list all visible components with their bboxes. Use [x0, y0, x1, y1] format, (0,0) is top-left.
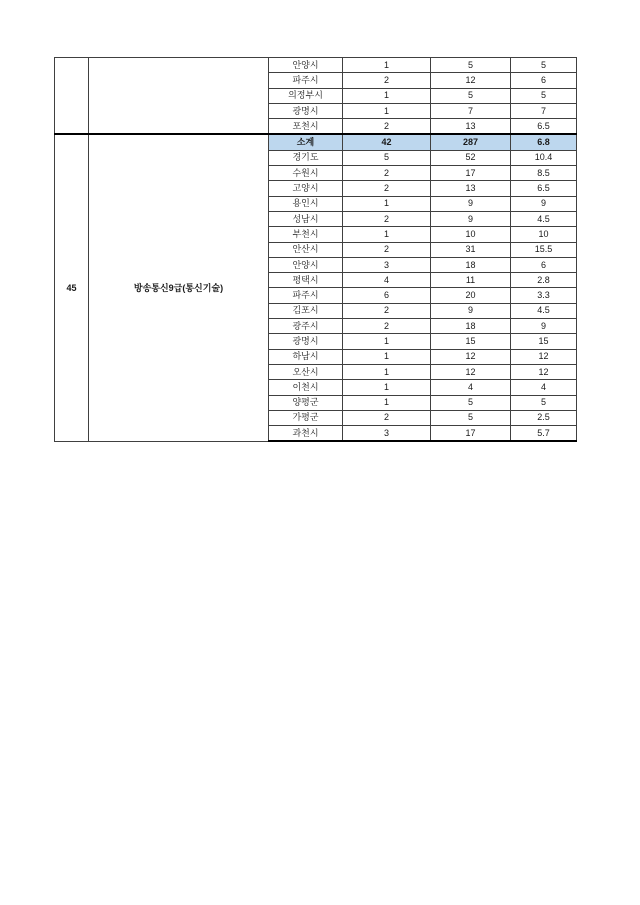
value-cell: 15 [511, 334, 577, 349]
value-cell: 20 [431, 288, 511, 303]
region-cell: 가평군 [269, 410, 343, 425]
value-cell: 287 [431, 134, 511, 150]
value-cell: 5.7 [511, 426, 577, 442]
value-cell: 6.5 [511, 181, 577, 196]
table-body [55, 58, 577, 442]
region-cell: 안양시 [269, 257, 343, 272]
region-cell: 광주시 [269, 319, 343, 334]
value-cell: 3 [343, 426, 431, 442]
value-cell: 5 [431, 410, 511, 425]
region-cell: 소계 [269, 134, 343, 150]
value-cell: 6.8 [511, 134, 577, 150]
region-cell: 성남시 [269, 211, 343, 226]
value-cell: 15 [431, 334, 511, 349]
value-cell: 5 [431, 395, 511, 410]
table-row [55, 58, 577, 73]
value-cell: 2 [343, 181, 431, 196]
value-cell: 6 [511, 257, 577, 272]
value-cell: 31 [431, 242, 511, 257]
region-cell: 부천시 [269, 227, 343, 242]
value-cell: 2 [343, 410, 431, 425]
value-cell: 12 [431, 349, 511, 364]
region-cell: 과천시 [269, 426, 343, 442]
region-cell: 광명시 [269, 334, 343, 349]
value-cell: 2 [343, 211, 431, 226]
value-cell: 17 [431, 426, 511, 442]
value-cell: 6 [343, 288, 431, 303]
value-cell: 4 [511, 380, 577, 395]
region-cell: 오산시 [269, 364, 343, 379]
value-cell: 18 [431, 257, 511, 272]
value-cell: 1 [343, 349, 431, 364]
group-number-cell: 45 [55, 134, 89, 441]
region-cell: 수원시 [269, 166, 343, 181]
value-cell: 5 [431, 58, 511, 73]
value-cell: 11 [431, 273, 511, 288]
value-cell: 1 [343, 334, 431, 349]
value-cell: 2 [343, 73, 431, 88]
value-cell: 1 [343, 88, 431, 103]
value-cell: 12 [431, 364, 511, 379]
value-cell: 5 [511, 58, 577, 73]
value-cell: 4 [431, 380, 511, 395]
region-cell: 양평군 [269, 395, 343, 410]
region-cell: 광명시 [269, 103, 343, 118]
table-row [55, 134, 577, 150]
value-cell: 1 [343, 58, 431, 73]
value-cell: 5 [431, 88, 511, 103]
value-cell: 2 [343, 319, 431, 334]
value-cell: 9 [511, 319, 577, 334]
region-cell: 경기도 [269, 150, 343, 165]
value-cell: 2 [343, 303, 431, 318]
value-cell: 3 [343, 257, 431, 272]
value-cell: 12 [511, 349, 577, 364]
value-cell: 4.5 [511, 211, 577, 226]
group-title-cell: 방송통신9급(통신기술) [89, 134, 269, 441]
value-cell: 7 [511, 103, 577, 118]
region-cell: 의정부시 [269, 88, 343, 103]
region-cell: 안산시 [269, 242, 343, 257]
value-cell: 5 [343, 150, 431, 165]
value-cell: 5 [511, 88, 577, 103]
value-cell: 9 [431, 211, 511, 226]
value-cell: 13 [431, 181, 511, 196]
value-cell: 1 [343, 380, 431, 395]
value-cell: 9 [511, 196, 577, 211]
value-cell: 1 [343, 364, 431, 379]
value-cell: 15.5 [511, 242, 577, 257]
value-cell: 2.8 [511, 273, 577, 288]
value-cell: 7 [431, 103, 511, 118]
region-cell: 고양시 [269, 181, 343, 196]
region-cell: 안양시 [269, 58, 343, 73]
value-cell: 12 [431, 73, 511, 88]
value-cell: 2 [343, 119, 431, 135]
group-number-cell [55, 58, 89, 135]
value-cell: 5 [511, 395, 577, 410]
value-cell: 4.5 [511, 303, 577, 318]
value-cell: 13 [431, 119, 511, 135]
region-cell: 이천시 [269, 380, 343, 395]
value-cell: 1 [343, 395, 431, 410]
value-cell: 9 [431, 196, 511, 211]
value-cell: 2 [343, 242, 431, 257]
region-cell: 용인시 [269, 196, 343, 211]
value-cell: 10.4 [511, 150, 577, 165]
region-statistics-table [54, 57, 577, 442]
value-cell: 6 [511, 73, 577, 88]
value-cell: 17 [431, 166, 511, 181]
region-cell: 포천시 [269, 119, 343, 135]
value-cell: 18 [431, 319, 511, 334]
value-cell: 1 [343, 196, 431, 211]
value-cell: 2 [343, 166, 431, 181]
value-cell: 1 [343, 227, 431, 242]
value-cell: 4 [343, 273, 431, 288]
value-cell: 10 [431, 227, 511, 242]
group-title-cell [89, 58, 269, 135]
value-cell: 10 [511, 227, 577, 242]
value-cell: 2.5 [511, 410, 577, 425]
region-cell: 김포시 [269, 303, 343, 318]
value-cell: 1 [343, 103, 431, 118]
value-cell: 6.5 [511, 119, 577, 135]
value-cell: 42 [343, 134, 431, 150]
value-cell: 3.3 [511, 288, 577, 303]
value-cell: 12 [511, 364, 577, 379]
value-cell: 9 [431, 303, 511, 318]
value-cell: 8.5 [511, 166, 577, 181]
region-cell: 파주시 [269, 73, 343, 88]
region-cell: 하남시 [269, 349, 343, 364]
region-cell: 파주시 [269, 288, 343, 303]
value-cell: 52 [431, 150, 511, 165]
region-cell: 평택시 [269, 273, 343, 288]
